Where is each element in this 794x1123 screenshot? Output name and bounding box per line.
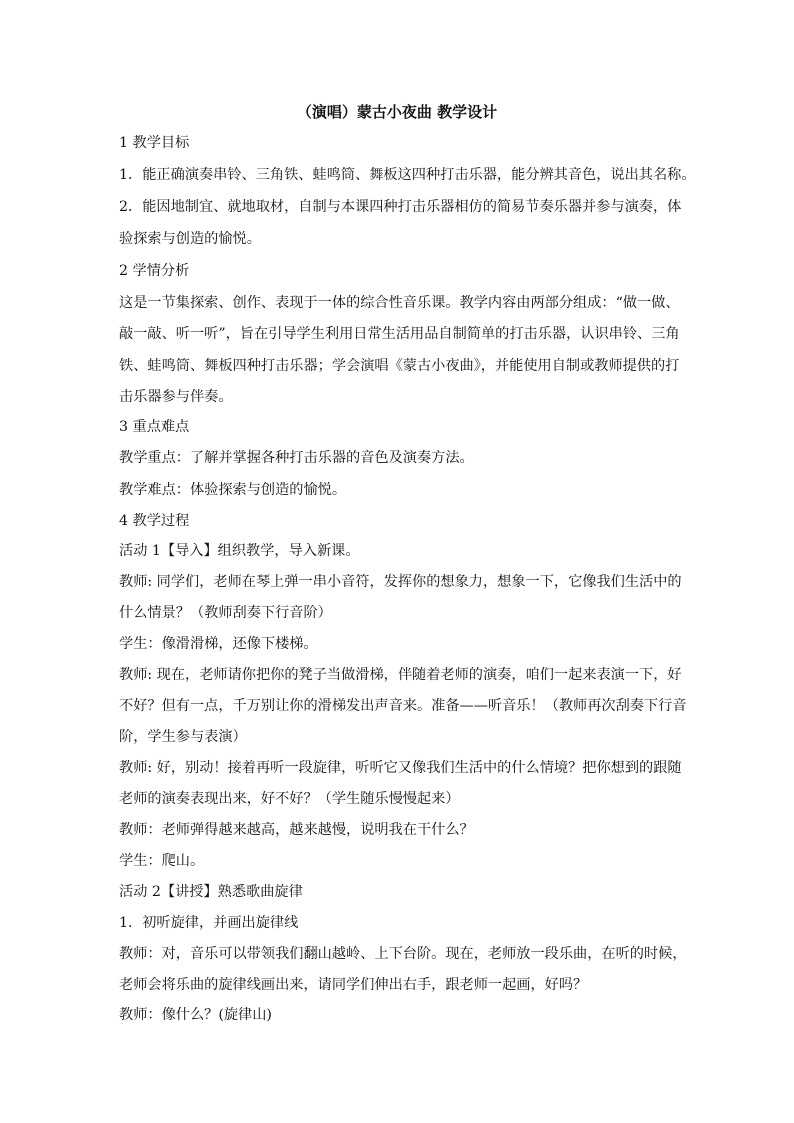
paragraph-line: 教师: 同学们，老师在琴上弹一串小音符，发挥你的想象力，想象一下，它像我们生活中的 [119,574,682,590]
document-title: （演唱）蒙古小夜曲 教学设计 [296,103,498,121]
paragraph-line: 教学重点：了解并掌握各种打击乐器的音色及演奏方法。 [119,450,474,466]
paragraph-line: 1．能正确演奏串铃、三角铁、蛙鸣筒、舞板这四种打击乐器，能分辨其音色，说出其名称。 [119,167,696,183]
paragraph-line: 教学难点：体验探索与创造的愉悦。 [119,482,347,498]
paragraph-line: 什么情景？（教师刮奏下行音阶） [119,605,332,621]
paragraph-line: 教师: 现在，老师请你把你的凳子当做滑梯，伴随着老师的演奏，咱们一起来表演一下，好 [119,667,682,683]
paragraph-line: 学生：爬山。 [119,853,205,869]
paragraph-line: 学生：像滑滑梯，还像下楼梯。 [119,636,318,652]
paragraph-line: 教师: 好，别动！接着再听一段旋律，听听它又像我们生活中的什么情境？把你想到的跟随 [119,760,682,776]
paragraph-line: 敲一敲、听一听”，旨在引导学生利用日常生活用品自制简单的打击乐器，认识串铃、三角 [119,326,680,342]
paragraph-line: 教师：对，音乐可以带领我们翻山越岭、上下台阶。现在，老师放一段乐曲，在听的时候， [119,946,687,962]
paragraph-line: 验探索与创造的愉悦。 [119,231,261,247]
paragraph-line: 教师：像什么？(旋律山) [119,1007,272,1023]
paragraph-line: 不好？但有一点，千万别让你的滑梯发出声音来。准备——听音乐！（教师再次刮奏下行音 [119,698,687,714]
section-heading-analysis: 2 学情分析 [119,263,190,279]
paragraph-line: 教师：老师弹得越来越高，越来越慢，说明我在干什么？ [119,822,474,838]
activity-heading: 活动 2【讲授】熟悉歌曲旋律 [119,884,303,900]
paragraph-line: 1．初听旋律，并画出旋律线 [119,915,299,931]
paragraph-line: 铁、蛙鸣筒、舞板四种打击乐器；学会演唱《蒙古小夜曲》，并能使用自制或教师提供的打 [119,358,680,374]
paragraph-line: 老师会将乐曲的旋律线画出来，请同学们伸出右手，跟老师一起画，好吗？ [119,977,588,993]
section-heading-process: 4 教学过程 [119,513,190,529]
section-heading-key-points: 3 重点难点 [119,419,190,435]
paragraph-line: 2．能因地制宜、就地取材，自制与本课四种打击乐器相仿的简易节奏乐器并参与演奏，体 [119,199,682,215]
activity-heading: 活动 1【导入】组织教学，导入新课。 [119,543,360,559]
paragraph-line: 这是一节集探索、创作、表现于一体的综合性音乐课。教学内容由两部分组成：“做一做、 [119,295,680,311]
paragraph-line: 击乐器参与伴奏。 [119,389,233,405]
section-heading-objectives: 1 教学目标 [119,135,190,151]
paragraph-line: 阶，学生参与表演） [119,729,247,745]
paragraph-line: 老师的演奏表现出来，好不好？（学生随乐慢慢起来） [119,791,460,807]
